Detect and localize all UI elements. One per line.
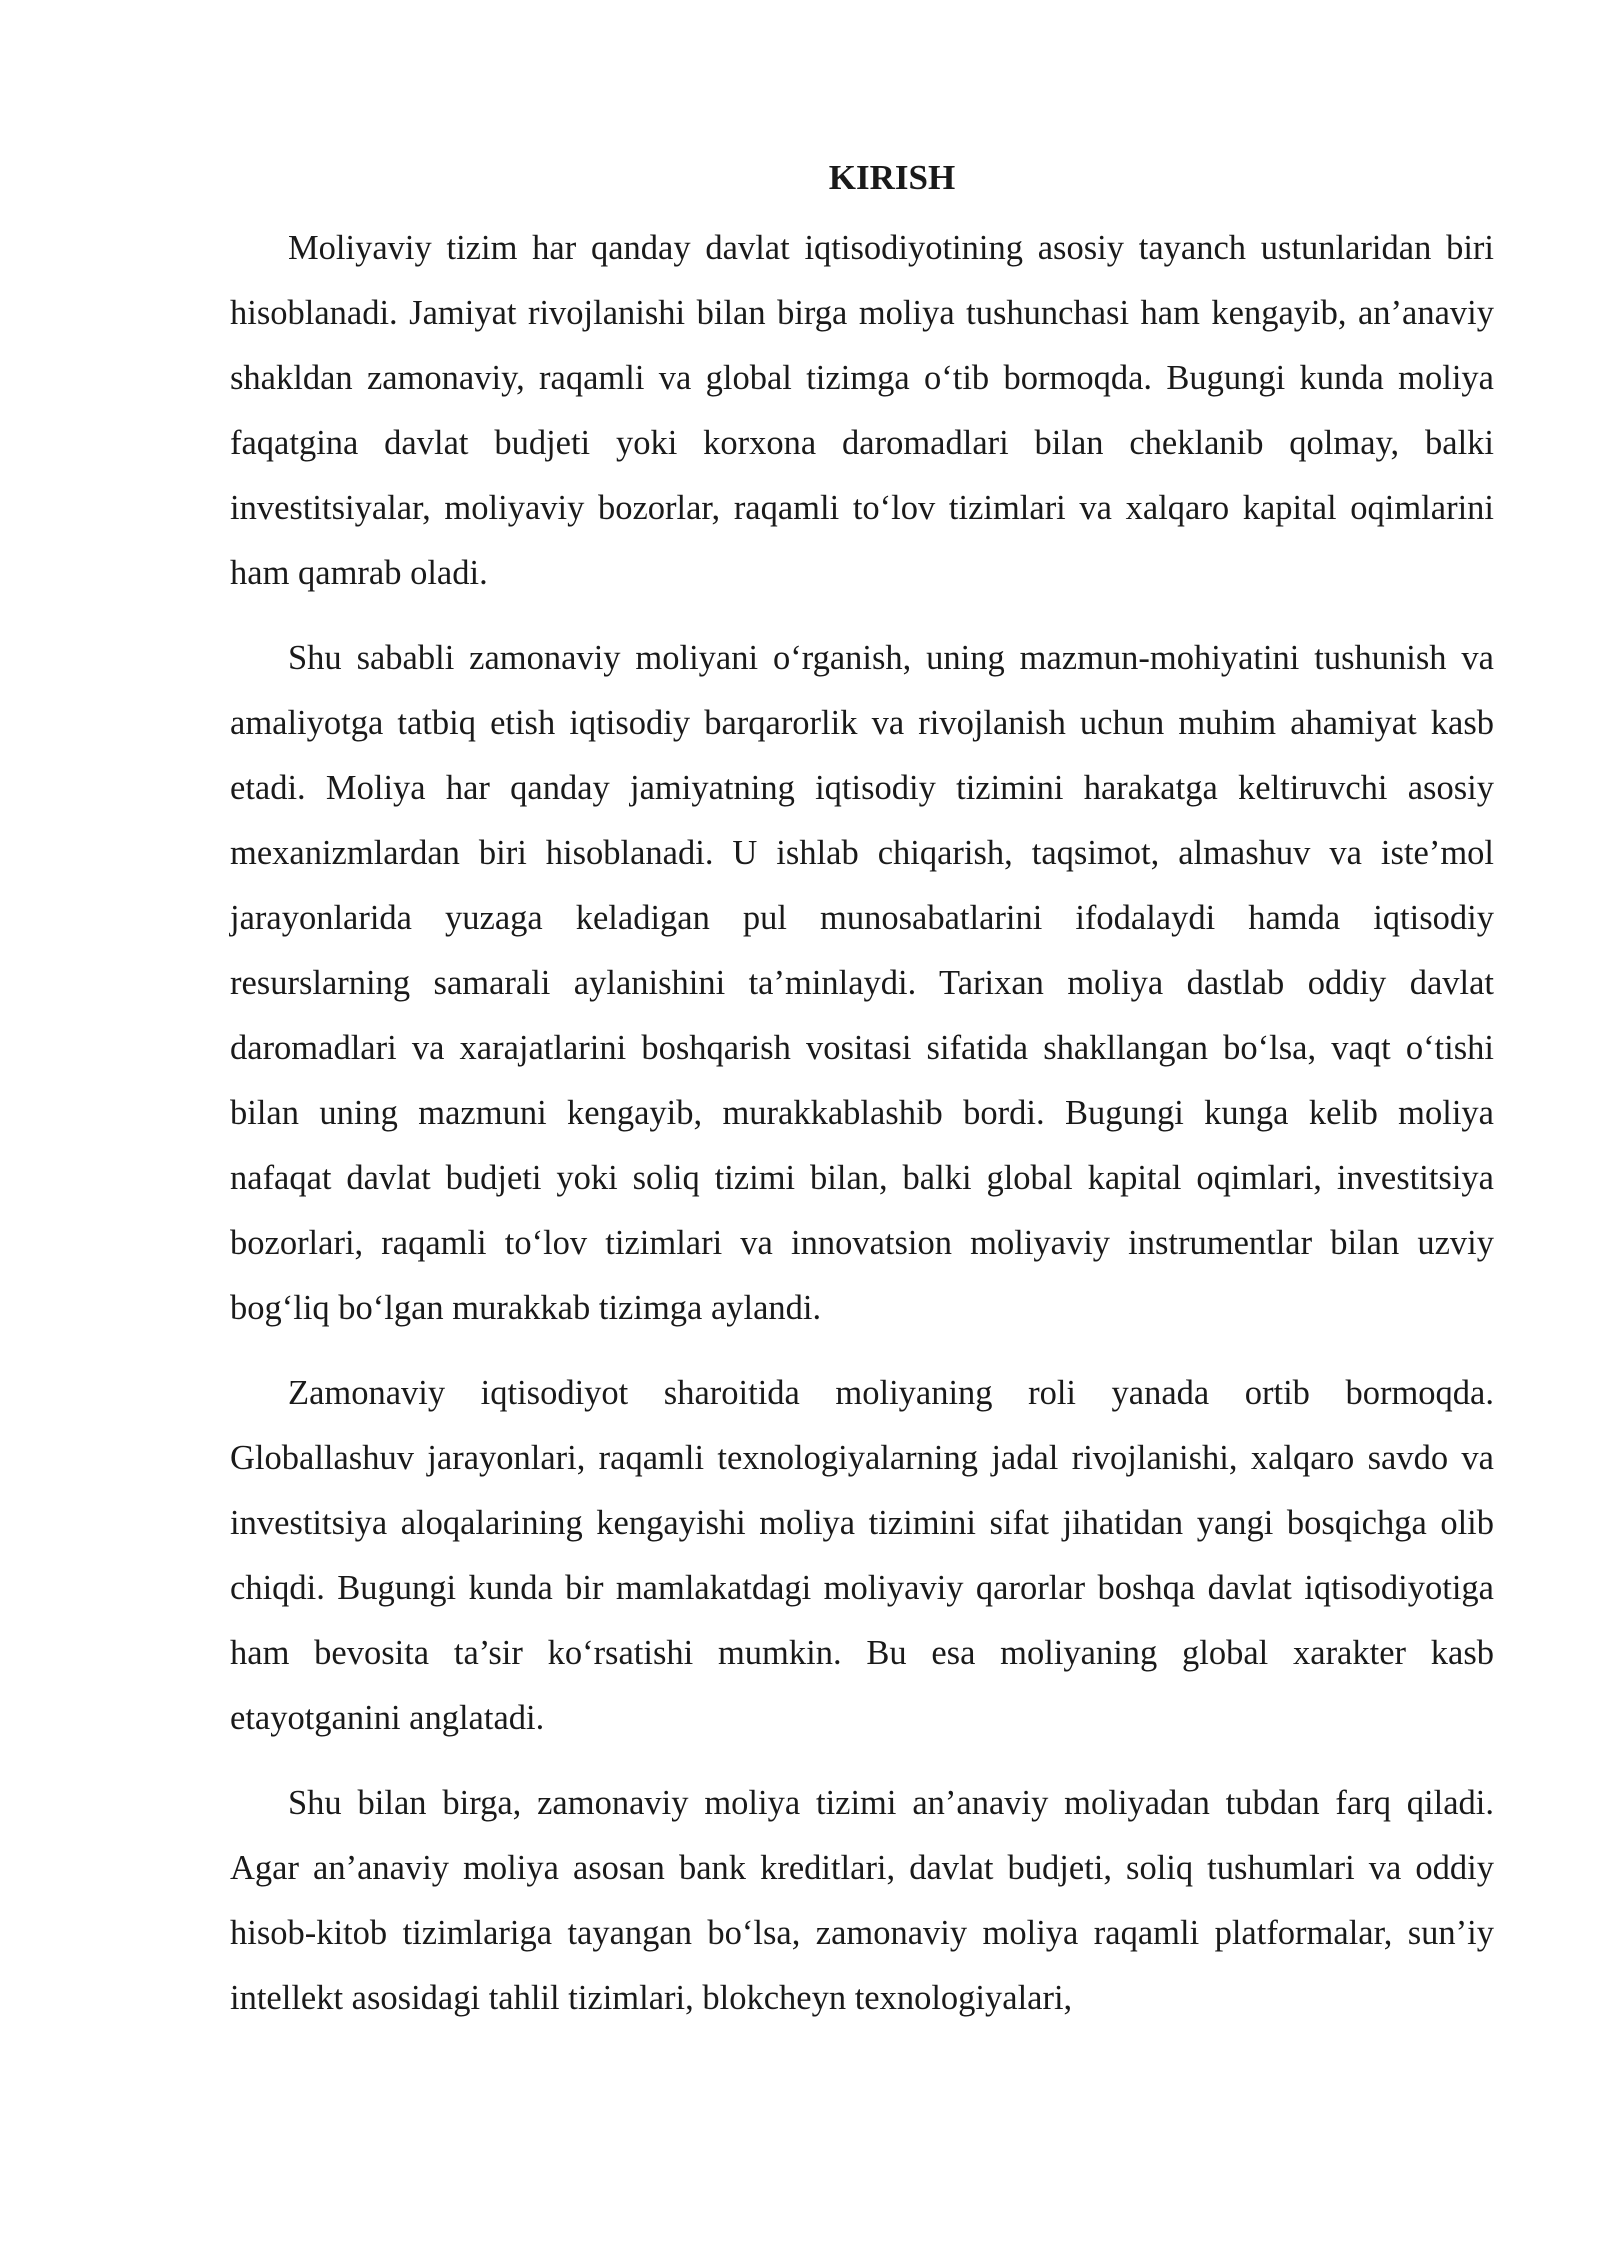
paragraph-4: Shu bilan birga, zamonaviy moliya tizimi an’anaviy moliyadan tubdan farq qiladi. Agar an’anaviy moliya asosan bank kreditlari, davlat budjeti, soliq tushumlari va oddiy hisob-kitob tizimlariga tayangan bo‘lsa, zamonaviy moliya raqamli platformalar, sun’iy intellekt asosidagi tahlil tizimlari, blokcheyn texnologiyalari, <box>230 1784 1494 2017</box>
paragraph-1: Moliyaviy tizim har qanday davlat iqtisodiyotining asosiy tayanch ustunlaridan biri hisoblanadi. Jamiyat rivojlanishi bilan birga moliya tushunchasi ham kengayib, an’anaviy shakldan zamonaviy, raqamli va global tizimga o‘tib bormoqda. Bugungi kunda moliya faqatgina davlat budjeti yoki korxona daromadlari bilan cheklanib qolmay, balki investitsiyalar, moliyaviy bozorlar, raqamli to‘lov tizimlari va xalqaro kapital oqimlarini ham qamrab oladi. <box>230 229 1494 592</box>
document-body <box>230 148 1494 2051</box>
page-title: KIRISH <box>828 158 956 197</box>
paragraph-2: Shu sababli zamonaviy moliyani o‘rganish, uning mazmun-mohiyatini tushunish va amaliyotga tatbiq etish iqtisodiy barqarorlik va rivojlanish uchun muhim ahamiyat kasb etadi. Moliya har qanday jamiyatning iqtisodiy tizimini harakatga keltiruvchi asosiy mexanizmlardan biri hisoblanadi. U ishlab chiqarish, taqsimot, almashuv va iste’mol jarayonlarida yuzaga keladigan pul munosabatlarini ifodalaydi hamda iqtisodiy resurslarning samarali aylanishini ta’minlaydi. Tarixan moliya dastlab oddiy davlat daromadlari va xarajatlarini boshqarish vositasi sifatida shakllangan bo‘lsa, vaqt o‘tishi bilan uning mazmuni kengayib, murakkablashib bordi. Bugungi kunga kelib moliya nafaqat davlat budjeti yoki soliq tizimi bilan, balki global kapital oqimlari, investitsiya bozorlari, raqamli to‘lov tizimlari va innovatsion moliyaviy instrumentlar bilan uzviy bog‘liq bo‘lgan murakkab tizimga aylandi. <box>230 639 1494 1327</box>
paragraph-3: Zamonaviy iqtisodiyot sharoitida moliyaning roli yanada ortib bormoqda. Globallashuv jarayonlari, raqamli texnologiyalarning jadal rivojlanishi, xalqaro savdo va investitsiya aloqalarining kengayishi moliya tizimini sifat jihatidan yangi bosqichga olib chiqdi. Bugungi kunda bir mamlakatdagi moliyaviy qarorlar boshqa davlat iqtisodiyotiga ham bevosita ta’sir ko‘rsatishi mumkin. Bu esa moliyaning global xarakter kasb etayotganini anglatadi. <box>230 1374 1494 1737</box>
